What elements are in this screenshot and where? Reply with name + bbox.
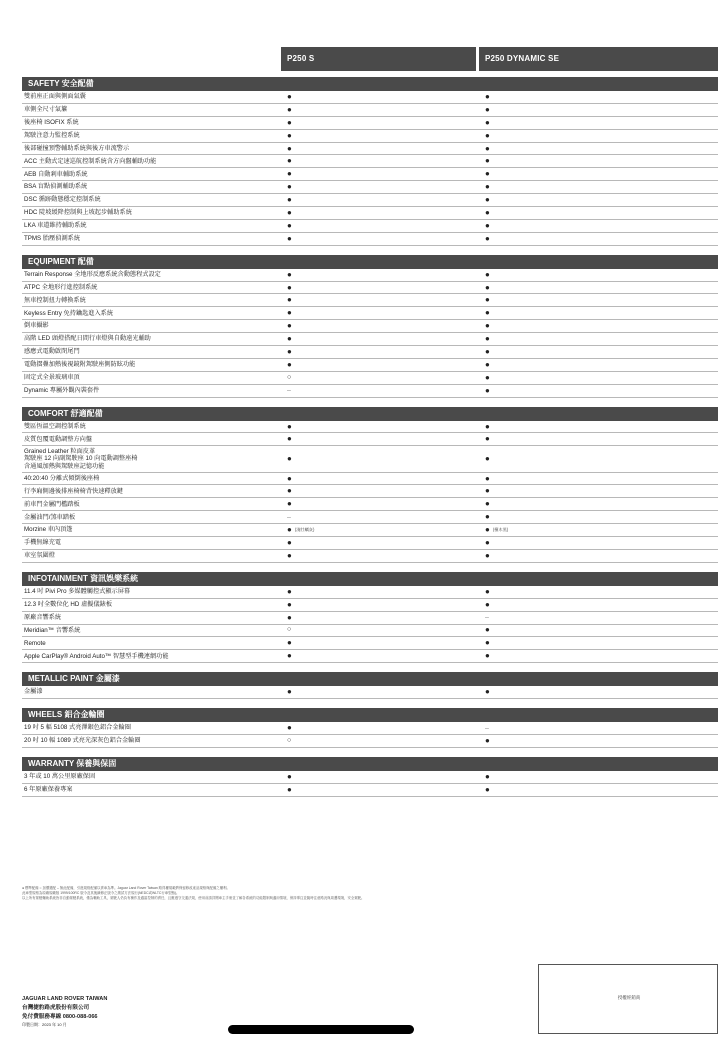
standard-dot-icon: ●	[287, 156, 292, 166]
standard-dot-icon: ●	[485, 334, 490, 344]
value-p250-dynamic-se	[479, 688, 718, 696]
spec-row	[22, 168, 718, 181]
value-p250-dynamic-se	[479, 626, 718, 634]
value-p250-dynamic-se	[479, 170, 718, 178]
standard-dot-icon: ●	[287, 771, 292, 781]
standard-dot-icon: ●	[287, 269, 292, 279]
section-title: SAFETY 安全配備	[22, 77, 718, 91]
value-p250-s	[281, 500, 479, 508]
footnote-legend: ● 標準配備 ○ 加價選配 – 無此配備，引進規格配備以實車為準。Jaguar Land Rover Taiwan 路得權規範將保留修改產品規格與配備之權利。	[22, 886, 230, 890]
standard-dot-icon: ●	[485, 130, 490, 140]
value-p250-dynamic-se	[479, 552, 718, 560]
standard-dot-icon: ●	[287, 220, 292, 230]
spec-label: 19 吋 5 輻 5108 式亮澤銀色鋁合金輪圈	[24, 724, 131, 732]
value-note: (淺牡蠣灰)	[294, 527, 315, 533]
value-p250-s	[281, 423, 479, 431]
section-title: WHEELS 鋁合金輪圈	[22, 708, 718, 722]
standard-dot-icon: ●	[287, 421, 292, 431]
value-p250-s	[281, 284, 479, 292]
value-p250-dynamic-se	[479, 106, 718, 114]
spec-label: TPMS 胎壓偵測系統	[24, 235, 81, 243]
section-title: WARRANTY 保養與保固	[22, 757, 718, 771]
value-p250-s	[281, 552, 479, 560]
spec-row	[22, 771, 718, 784]
value-p250-dynamic-se	[479, 271, 718, 279]
value-p250-s	[281, 526, 479, 534]
value-p250-s	[281, 309, 479, 317]
spec-label: ATPC 全地形行進控制系統	[24, 283, 98, 291]
standard-dot-icon: ●	[287, 586, 292, 596]
value-p250-dynamic-se	[479, 157, 718, 165]
spec-label: 無車控制扭力轉換系統	[24, 296, 86, 304]
spec-row	[22, 421, 718, 434]
standard-dot-icon: ●	[485, 321, 490, 331]
standard-dot-icon: ●	[485, 784, 490, 794]
value-p250-dynamic-se	[479, 209, 718, 217]
value-p250-s	[281, 235, 479, 243]
value-p250-s	[281, 588, 479, 596]
standard-dot-icon: ●	[485, 421, 490, 431]
value-p250-dynamic-se	[479, 652, 718, 660]
spec-label: ACC 主動式定速巡航控制系統含方向盤輔助功能	[24, 157, 157, 165]
value-p250-dynamic-se	[479, 119, 718, 127]
value-note: (檀木黑)	[492, 527, 509, 533]
value-p250-s	[281, 539, 479, 547]
spec-label: 車側全尺寸氣簾	[24, 106, 68, 114]
standard-dot-icon: ●	[485, 207, 490, 217]
standard-dot-icon: ●	[287, 308, 292, 318]
spec-row	[22, 498, 718, 511]
standard-dot-icon: ●	[485, 512, 490, 522]
not-available-dash: –	[287, 513, 291, 521]
spec-label: 雙區恆溫空調控制系統	[24, 422, 86, 430]
spec-row	[22, 320, 718, 333]
spec-label: 電動摺疊加熱後視鏡附駕駛座側防眩功能	[24, 361, 136, 369]
value-p250-dynamic-se	[479, 322, 718, 330]
value-p250-s	[281, 119, 479, 127]
standard-dot-icon: ●	[287, 486, 292, 496]
standard-dot-icon: ●	[485, 586, 490, 596]
value-p250-s	[281, 271, 479, 279]
value-p250-dynamic-se	[479, 513, 718, 521]
value-p250-dynamic-se	[479, 132, 718, 140]
spec-row	[22, 194, 718, 207]
value-p250-s	[281, 361, 479, 369]
value-p250-s	[281, 514, 479, 521]
value-p250-dynamic-se	[479, 639, 718, 647]
spec-section	[22, 77, 718, 246]
value-p250-s	[281, 322, 479, 330]
value-p250-dynamic-se	[479, 455, 718, 463]
standard-dot-icon: ●	[485, 453, 490, 463]
spec-row	[22, 155, 718, 168]
section-title: METALLIC PAINT 金屬漆	[22, 672, 718, 686]
value-p250-s	[281, 106, 479, 114]
value-p250-dynamic-se	[479, 435, 718, 443]
value-p250-dynamic-se	[479, 235, 718, 243]
print-date: 印製日期：2023 年 10 月	[22, 1022, 67, 1027]
standard-dot-icon: ●	[485, 687, 490, 697]
spec-row	[22, 104, 718, 117]
value-p250-s	[281, 145, 479, 153]
not-available-dash: –	[485, 724, 489, 732]
value-p250-dynamic-se	[479, 500, 718, 508]
spec-label: LKA 車道維持輔助系統	[24, 222, 87, 230]
value-p250-dynamic-se	[479, 588, 718, 596]
value-p250-dynamic-se	[479, 145, 718, 153]
value-p250-s	[281, 93, 479, 101]
value-p250-dynamic-se	[479, 196, 718, 204]
spec-row	[22, 625, 718, 638]
spec-label: 6 年原廠保養專案	[24, 785, 73, 793]
spec-label: 20 吋 10 輻 1089 式亮光深灰色鋁合金輪圈	[24, 737, 141, 745]
standard-dot-icon: ●	[287, 453, 292, 463]
standard-dot-icon: ●	[287, 537, 292, 547]
value-p250-s	[281, 196, 479, 204]
footnotes	[22, 886, 712, 902]
standard-dot-icon: ●	[485, 220, 490, 230]
standard-dot-icon: ●	[485, 625, 490, 635]
standard-dot-icon: ●	[485, 550, 490, 560]
standard-dot-icon: ●	[287, 525, 292, 535]
spec-row	[22, 722, 718, 735]
standard-dot-icon: ●	[287, 687, 292, 697]
column-header-p250-s: P250 S	[281, 47, 476, 71]
spec-section	[22, 757, 718, 797]
standard-dot-icon: ●	[485, 195, 490, 205]
spec-row	[22, 346, 718, 359]
standard-dot-icon: ●	[287, 723, 292, 732]
standard-dot-icon: ●	[485, 104, 490, 114]
spec-row	[22, 485, 718, 498]
section-title: COMFORT 舒適配備	[22, 407, 718, 421]
spec-row	[22, 446, 718, 472]
value-p250-s	[281, 170, 479, 178]
value-p250-dynamic-se	[479, 539, 718, 547]
spec-label: 駕駛注意力監控系統	[24, 131, 80, 139]
value-p250-s	[281, 296, 479, 304]
section-title: EQUIPMENT 配備	[22, 255, 718, 269]
value-p250-s	[281, 183, 479, 191]
standard-dot-icon: ●	[485, 117, 490, 127]
standard-dot-icon: ●	[485, 91, 490, 101]
spec-label: Morzine 車內頂篷	[24, 526, 73, 534]
value-p250-dynamic-se	[479, 183, 718, 191]
dealer-label: 授權經銷商	[617, 995, 641, 1000]
standard-dot-icon: ●	[287, 473, 292, 483]
standard-dot-icon: ●	[287, 130, 292, 140]
column-header-p250-dynamic-se: P250 DYNAMIC SE	[479, 47, 718, 71]
standard-dot-icon: ●	[485, 233, 490, 243]
spec-row	[22, 220, 718, 233]
standard-dot-icon: ●	[287, 195, 292, 205]
home-indicator[interactable]	[228, 1025, 414, 1034]
value-p250-dynamic-se	[479, 526, 718, 534]
value-p250-dynamic-se	[479, 423, 718, 431]
company-name-zh: 台灣捷豹路虎股份有限公司	[22, 1005, 90, 1011]
standard-dot-icon: ●	[485, 182, 490, 192]
spec-row	[22, 511, 718, 524]
spec-label: 原廠音響系統	[24, 613, 62, 621]
spec-label: 手機無線充電	[24, 539, 62, 547]
value-p250-s	[281, 374, 479, 382]
value-p250-dynamic-se	[479, 786, 718, 794]
value-p250-s	[281, 335, 479, 343]
standard-dot-icon: ●	[485, 156, 490, 166]
spec-table	[22, 77, 718, 806]
standard-dot-icon: ●	[287, 169, 292, 179]
standard-dot-icon: ●	[485, 638, 490, 648]
spec-row	[22, 686, 718, 699]
value-p250-dynamic-se	[479, 309, 718, 317]
standard-dot-icon: ●	[287, 282, 292, 292]
value-p250-s	[281, 455, 479, 463]
standard-dot-icon: ●	[485, 735, 490, 745]
standard-dot-icon: ●	[287, 334, 292, 344]
standard-dot-icon: ●	[485, 385, 490, 395]
header-blank	[22, 47, 278, 71]
standard-dot-icon: ●	[287, 784, 292, 794]
spec-row	[22, 181, 718, 194]
standard-dot-icon: ●	[287, 233, 292, 243]
standard-dot-icon: ●	[485, 359, 490, 369]
standard-dot-icon: ●	[287, 91, 292, 101]
value-p250-dynamic-se	[479, 725, 718, 732]
value-p250-s	[281, 737, 479, 745]
spec-label: HDC 陡坡緩降控制與上坡起步輔助系統	[24, 209, 132, 217]
standard-dot-icon: ●	[485, 308, 490, 318]
value-p250-s	[281, 626, 479, 634]
standard-dot-icon: ●	[485, 473, 490, 483]
spec-row	[22, 294, 718, 307]
spec-label: 金屬油門/煞車踏板	[24, 513, 76, 521]
optional-circle-icon: ○	[287, 626, 292, 634]
spec-label: 前車門金屬門檻踏板	[24, 500, 80, 508]
standard-dot-icon: ●	[287, 321, 292, 331]
value-p250-s	[281, 786, 479, 794]
value-p250-dynamic-se	[479, 361, 718, 369]
value-p250-dynamic-se	[479, 93, 718, 101]
spec-section	[22, 407, 718, 563]
standard-dot-icon: ●	[287, 182, 292, 192]
value-p250-dynamic-se	[479, 296, 718, 304]
value-p250-s	[281, 222, 479, 230]
standard-dot-icon: ●	[287, 207, 292, 217]
standard-dot-icon: ●	[485, 499, 490, 509]
spec-row	[22, 143, 718, 156]
spec-label: DSC 循跡動態穩定控制系統	[24, 196, 101, 204]
not-available-dash: –	[287, 387, 291, 395]
value-p250-s	[281, 348, 479, 356]
dealer-stamp-box	[538, 964, 718, 1034]
spec-label: 倒車攝影	[24, 322, 49, 330]
standard-dot-icon: ●	[287, 499, 292, 509]
value-p250-dynamic-se	[479, 374, 718, 382]
standard-dot-icon: ●	[287, 104, 292, 114]
spec-row	[22, 524, 718, 537]
spec-label: Apple CarPlay® Android Auto™ 智慧型手機連網功能	[24, 652, 169, 660]
standard-dot-icon: ●	[485, 434, 490, 444]
standard-dot-icon: ●	[485, 486, 490, 496]
standard-dot-icon: ●	[485, 525, 490, 535]
value-p250-s	[281, 132, 479, 140]
spec-label: 12.3 吋全數位化 HD 虛擬儀錶板	[24, 600, 113, 608]
spec-label: Remote	[24, 639, 46, 647]
spec-row	[22, 473, 718, 486]
value-p250-dynamic-se	[479, 284, 718, 292]
value-p250-s	[281, 435, 479, 443]
spec-row	[22, 130, 718, 143]
spec-label: BSA 盲點偵測輔助系統	[24, 183, 88, 191]
spec-label: 感應式電動啟閉尾門	[24, 348, 80, 356]
standard-dot-icon: ●	[485, 143, 490, 153]
spec-label: 高階 LED 頭燈搭配日間行車燈與自動遠光輔助	[24, 335, 151, 343]
value-p250-s	[281, 487, 479, 495]
section-title: INFOTAINMENT 資訊娛樂系統	[22, 572, 718, 586]
value-p250-s	[281, 724, 479, 732]
spec-row	[22, 282, 718, 295]
value-p250-dynamic-se	[479, 475, 718, 483]
spec-label: 皮質包覆電動調整方向盤	[24, 435, 93, 443]
spec-label: Keyless Entry 免持鑰匙進入系統	[24, 309, 114, 317]
value-p250-dynamic-se	[479, 773, 718, 781]
optional-circle-icon: ○	[287, 373, 292, 381]
spec-row	[22, 637, 718, 650]
spec-row	[22, 269, 718, 282]
value-p250-dynamic-se	[479, 614, 718, 621]
spec-row	[22, 372, 718, 385]
value-p250-s	[281, 209, 479, 217]
spec-label: 後部碰撞預警輔助系統與後方車流警示	[24, 144, 130, 152]
spec-row	[22, 233, 718, 246]
standard-dot-icon: ●	[287, 550, 292, 560]
value-p250-s	[281, 652, 479, 660]
value-p250-s	[281, 688, 479, 696]
standard-dot-icon: ●	[287, 638, 292, 648]
footnote-driver-assist: 以上所有駕駛輔助系統皆非自動駕駛系統，僅為輔助工具，駕駛人仍負有操作及適當控制的責任，且應遵守交通法規，使用前請詳閱車主手冊並了解各系統的功能限制與適用情境，保持專注並隨時注意路況與周遭環境，安全駕駛。	[22, 896, 365, 901]
optional-circle-icon: ○	[287, 736, 292, 744]
spec-row	[22, 650, 718, 663]
value-p250-dynamic-se	[479, 737, 718, 745]
spec-section	[22, 708, 718, 748]
spec-label: 40:20:40 分離式傾倒後座椅	[24, 474, 100, 482]
company-name-en: JAGUAR LAND ROVER TAIWAN	[22, 996, 108, 1002]
spec-label: 後座椅 ISOFIX 系統	[24, 119, 79, 127]
value-p250-dynamic-se	[479, 487, 718, 495]
value-p250-dynamic-se	[479, 601, 718, 609]
footnote-test-method: 此車型規格為原廠規範版 1999/100RC 版今及其後續修正版今之測試方法規行(NEDC或WLTC行車型態)。	[22, 891, 180, 896]
standard-dot-icon: ●	[485, 295, 490, 305]
standard-dot-icon: ●	[485, 346, 490, 356]
spec-label: 雙前座正面與側面氣囊	[24, 93, 86, 101]
standard-dot-icon: ●	[485, 651, 490, 661]
spec-section	[22, 255, 718, 398]
spec-row	[22, 612, 718, 625]
spec-row	[22, 599, 718, 612]
spec-row	[22, 91, 718, 104]
value-p250-s	[281, 601, 479, 609]
spec-row	[22, 307, 718, 320]
standard-dot-icon: ●	[287, 434, 292, 444]
spec-section	[22, 572, 718, 663]
spec-row	[22, 117, 718, 130]
standard-dot-icon: ●	[287, 651, 292, 661]
spec-label: 3 年或 10 萬公里原廠保固	[24, 773, 96, 781]
spec-row	[22, 586, 718, 599]
standard-dot-icon: ●	[287, 612, 292, 622]
spec-label: 行李廂側邊後排座椅椅背快速釋放鍵	[24, 487, 123, 495]
value-p250-dynamic-se	[479, 222, 718, 230]
value-p250-dynamic-se	[479, 335, 718, 343]
spec-row	[22, 359, 718, 372]
standard-dot-icon: ●	[485, 269, 490, 279]
company-info	[22, 995, 222, 1028]
value-p250-s	[281, 157, 479, 165]
standard-dot-icon: ●	[287, 599, 292, 609]
spec-row	[22, 433, 718, 446]
standard-dot-icon: ●	[485, 537, 490, 547]
standard-dot-icon: ●	[485, 771, 490, 781]
spec-row	[22, 550, 718, 563]
spec-label: 11.4 吋 Pivi Pro 多媒體觸控式顯示屏幕	[24, 588, 131, 596]
spec-row	[22, 784, 718, 797]
spec-section	[22, 672, 718, 699]
standard-dot-icon: ●	[287, 143, 292, 153]
spec-label: 車室氛圍燈	[24, 552, 55, 560]
standard-dot-icon: ●	[287, 359, 292, 369]
spec-row	[22, 735, 718, 748]
value-p250-s	[281, 387, 479, 394]
not-available-dash: –	[485, 614, 489, 622]
spec-row	[22, 537, 718, 550]
spec-label: Meridian™ 音響系統	[24, 626, 81, 634]
value-p250-s	[281, 475, 479, 483]
spec-row	[22, 207, 718, 220]
standard-dot-icon: ●	[485, 372, 490, 382]
value-p250-dynamic-se	[479, 348, 718, 356]
value-p250-s	[281, 773, 479, 781]
standard-dot-icon: ●	[485, 282, 490, 292]
standard-dot-icon: ●	[485, 599, 490, 609]
spec-row	[22, 333, 718, 346]
value-p250-s	[281, 614, 479, 622]
standard-dot-icon: ●	[485, 169, 490, 179]
spec-label: 固定式全景玻璃車頂	[24, 374, 80, 382]
spec-label: Terrain Response 全地形反應系統含動態程式設定	[24, 270, 161, 278]
spec-label: 金屬漆	[24, 688, 43, 696]
standard-dot-icon: ●	[287, 117, 292, 127]
spec-label: AEB 自動剎車輔助系統	[24, 170, 88, 178]
standard-dot-icon: ●	[287, 295, 292, 305]
value-p250-s	[281, 639, 479, 647]
spec-label: Grained Leather 粒面皮革 駕駛座 12 向副駕駛座 10 向電動調整座椅 含通風加熱與駕駛座記憶功能	[24, 447, 138, 470]
spec-label: Dynamic 專屬外觀內裝套件	[24, 386, 100, 394]
value-p250-dynamic-se	[479, 387, 718, 395]
spec-row	[22, 385, 718, 398]
standard-dot-icon: ●	[287, 346, 292, 356]
service-hotline: 免付費服務專線 0800-088-066	[22, 1014, 98, 1020]
